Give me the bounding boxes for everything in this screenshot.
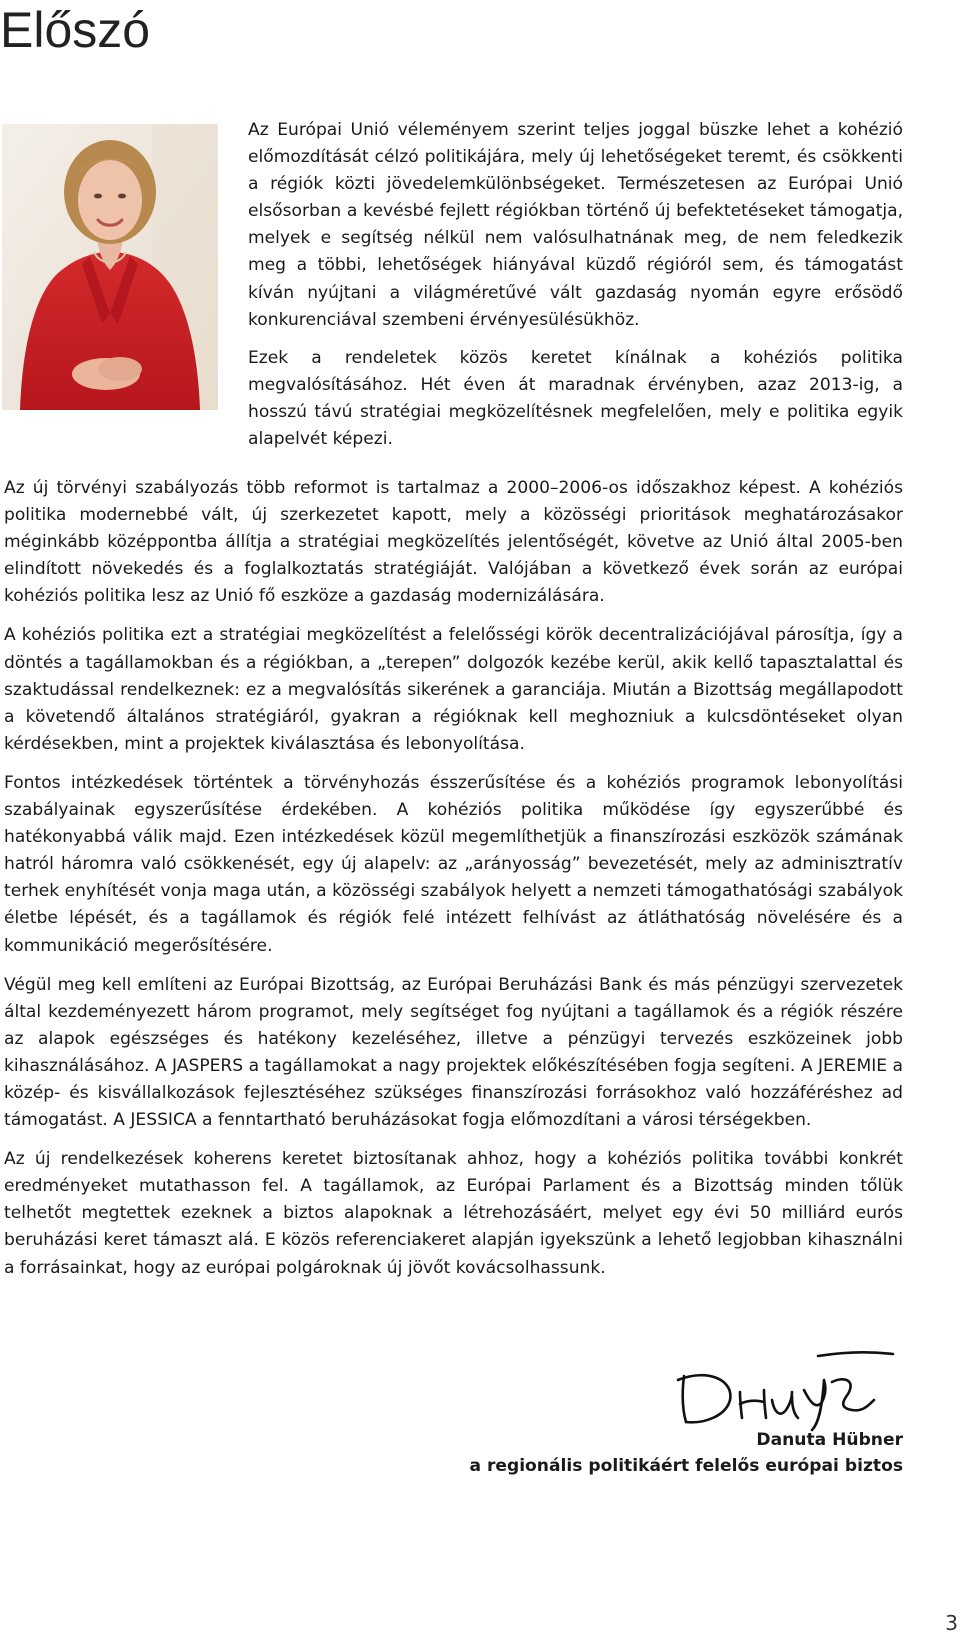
body-paragraph: Az új törvényi szabályozás több reformot is tartalmaz a 2000–2006-os időszakhoz képest. A kohéziós politika modernebbé vált, új szerkezetet kapott, mely a közösségi prioritások meghatározásakor méginkább középpontba állítja a stratégiai megközelítés jelentőségét, követve az Unió által 2005-ben elindított növekedés és a foglalkoztatás stratégiáját. Valójában a következő évek során az európai kohéziós politika lesz az Unió fő eszköze a gazdaság modernizálására. bbox=[4, 478, 903, 607]
body-paragraph: Fontos intézkedések történtek a törvényhozás ésszerűsítése és a kohéziós programok lebonyolítási szabályainak egyszerűsítése érdekében. A kohéziós politika működése így egyszerűbbé és hatékonyabbá válik majd. Ezen intézkedések közül megemlíthetjük a finanszírozási eszközök számának hatról háromra való csökkenését, egy új alapelv: az „arányosság” bevezetését, mely az adminisztratív terhek enyhítését vonja maga után, a közösségi szabályok helyett a nemzeti támogathatósági szabályok életbe lépését, és a tagállamok és régiók felé intézett felhívást az átláthatóság növelésére és a kommunikáció megerősítésére. bbox=[4, 772, 903, 956]
body-paragraph: Végül meg kell említeni az Európai Bizottság, az Európai Beruházási Bank és más pénzügyi szervezetek által kezdeményezett három programot, mely segítséget fog nyújtani a tagállamok és a régiók részére az alapok egészséges és hatékony kezeléséhez, illetve a pénzügyi tervezés eszközeinek jobb kihasználásához. A JASPERS a tagállamokat a nagy projektek előkészítésében fogja segíteni. A JEREMIE a közép- és kisvállalkozások fejlesztéséhez szükséges finanszírozási forrásokhoz való hozzáféréshez ad támogatást. A JESSICA a fenntartható beruházásokat fogja előmozdítani a városi térségekben. bbox=[4, 974, 903, 1131]
signatory-name: Danuta Hübner bbox=[756, 1430, 903, 1450]
body-text bbox=[4, 475, 903, 1294]
intro-text bbox=[248, 117, 903, 464]
portrait-photo bbox=[2, 124, 218, 410]
page-title: Előszó bbox=[0, 2, 151, 58]
handwritten-signature bbox=[668, 1340, 908, 1432]
body-paragraph: A kohéziós politika ezt a stratégiai megközelítést a felelősségi körök decentralizációjával párosítja, így a döntés a tagállamokban és a régiókban, a „terepen” dolgozók kezébe kerül, akik kellő tapasztalattal és szaktudással rendelkeznek: ez a megvalósítás sikerének a garanciája. Miután a Bizottság megállapodott a követendő általános stratégiáról, gyakran a régióknak kell meghozniuk a kulcsdöntéseket olyan kérdésekben, mint a projektek kiválasztása és lebonyolítása. bbox=[4, 625, 903, 754]
page-number: 3 bbox=[945, 1611, 958, 1635]
intro-paragraph: Ezek a rendeletek közös keretet kínálnak a kohéziós politika megvalósításához. Hét éven át maradnak érvényben, azaz 2013-ig, a hosszú távú stratégiai megközelítésnek megfelelően, mely e politika egyik alapelvét képezi. bbox=[248, 347, 903, 450]
signatory-role: a regionális politikáért felelős európai biztos bbox=[469, 1456, 903, 1476]
body-paragraph: Az új rendelkezések koherens keretet biztosítanak ahhoz, hogy a kohéziós politika további konkrét eredményeket mutathasson fel. A tagállamok, az Európai Parlament és a Bizottság minden tőlük telhetőt megtettek ezeknek a biztos alapoknak a létrehozásáért, melyet egy évi 50 milliárd eurós beruházási keret támaszt alá. E közös referenciakeret alapján igyekszünk a lehető legjobban kihasználni a forrásainkat, hogy az európai polgároknak új jövőt kovácsolhassunk. bbox=[4, 1149, 903, 1278]
intro-paragraph: Az Európai Unió véleményem szerint teljes joggal büszke lehet a kohézió előmozdítását célzó politikájára, mely új lehetőségeket teremt, és csökkenti a régiók közti jövedelemkülönbségeket. Természetesen az Európai Unió elsősorban a kevésbé fejlett régiókban történő új befektetéseket támogatja, melyek e segítség nélkül nem valósulhatnának meg, de nem feledkezik meg a többi, lehetőségek hiányával küzdő régióról sem, és támogatást kíván nyújtani a világméretűvé vált gazdaság nyomán egyre erősödő konkurenciával szembeni érvényesülésükhöz. bbox=[248, 120, 903, 330]
